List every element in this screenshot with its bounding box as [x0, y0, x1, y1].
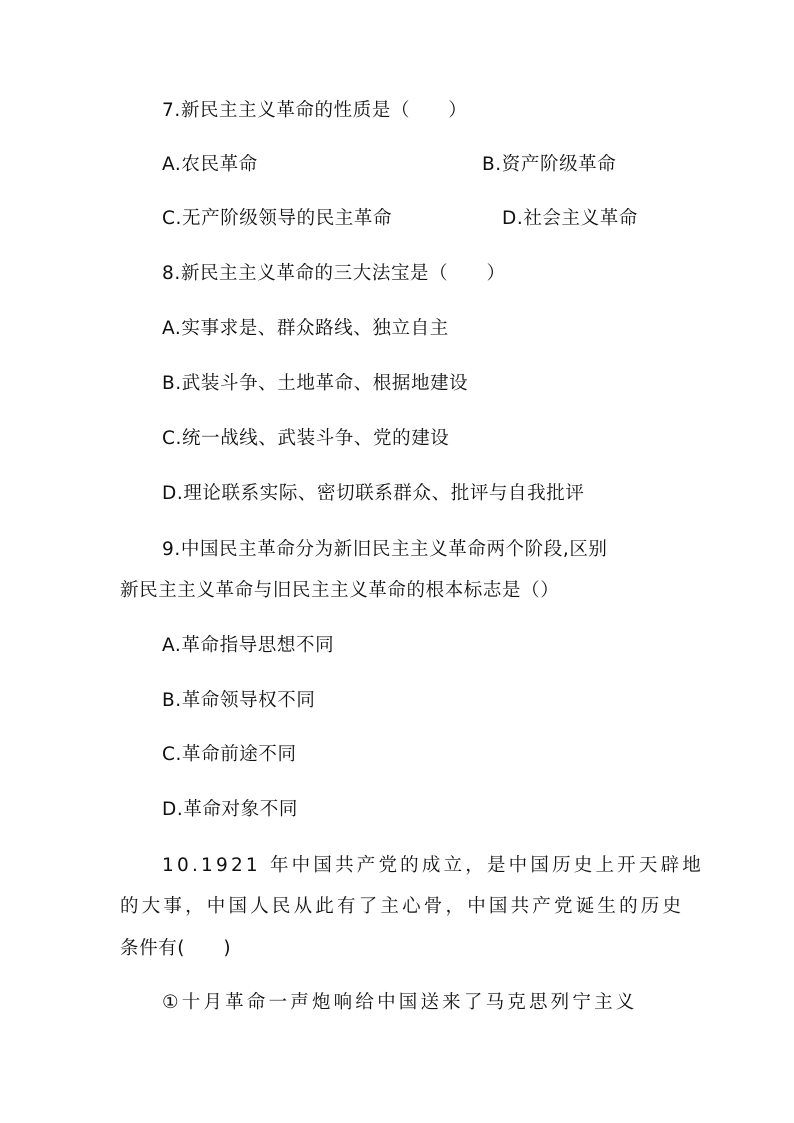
question-10-stem-line-2: 的大事，中国人民从此有了主心骨，中国共产党诞生的历史 [120, 896, 685, 917]
question-7-stem: 7.新民主主义革命的性质是（ ） [162, 100, 468, 121]
question-7-option-b: B.资产阶级革命 [482, 154, 617, 175]
question-8-option-a: A.实事求是、群众路线、独立自主 [162, 318, 449, 339]
question-10-item-1: ①十月革命一声炮响给中国送来了马克思列宁主义 [162, 992, 638, 1013]
question-9-option-c: C.革命前途不同 [162, 744, 297, 765]
question-8-stem: 8.新民主主义革命的三大法宝是（ ） [162, 263, 506, 284]
question-9-stem-line-1: 9.中国民主革命分为新旧民主主义革命两个阶段,区别 [162, 539, 608, 560]
question-8-option-b: B.武装斗争、土地革命、根据地建设 [162, 373, 469, 394]
question-8-option-d: D.理论联系实际、密切联系群众、批评与自我批评 [162, 483, 585, 504]
question-9-stem-line-2: 新民主主义革命与旧民主主义革命的根本标志是（） [120, 580, 560, 601]
question-10-stem-line-1: 10.1921 年中国共产党的成立，是中国历史上开天辟地 [162, 855, 704, 876]
question-9-option-b: B.革命领导权不同 [162, 690, 316, 711]
question-9-option-d: D.革命对象不同 [162, 799, 298, 820]
question-10-stem-line-3: 条件有( ) [120, 938, 232, 959]
question-7-option-c: C.无产阶级领导的民主革命 [162, 208, 393, 229]
question-8-option-c: C.统一战线、武装斗争、党的建设 [162, 428, 450, 449]
question-9-option-a: A.革命指导思想不同 [162, 635, 335, 656]
question-7-option-d: D.社会主义革命 [502, 208, 638, 229]
question-7-option-a: A.农民革命 [162, 154, 258, 175]
